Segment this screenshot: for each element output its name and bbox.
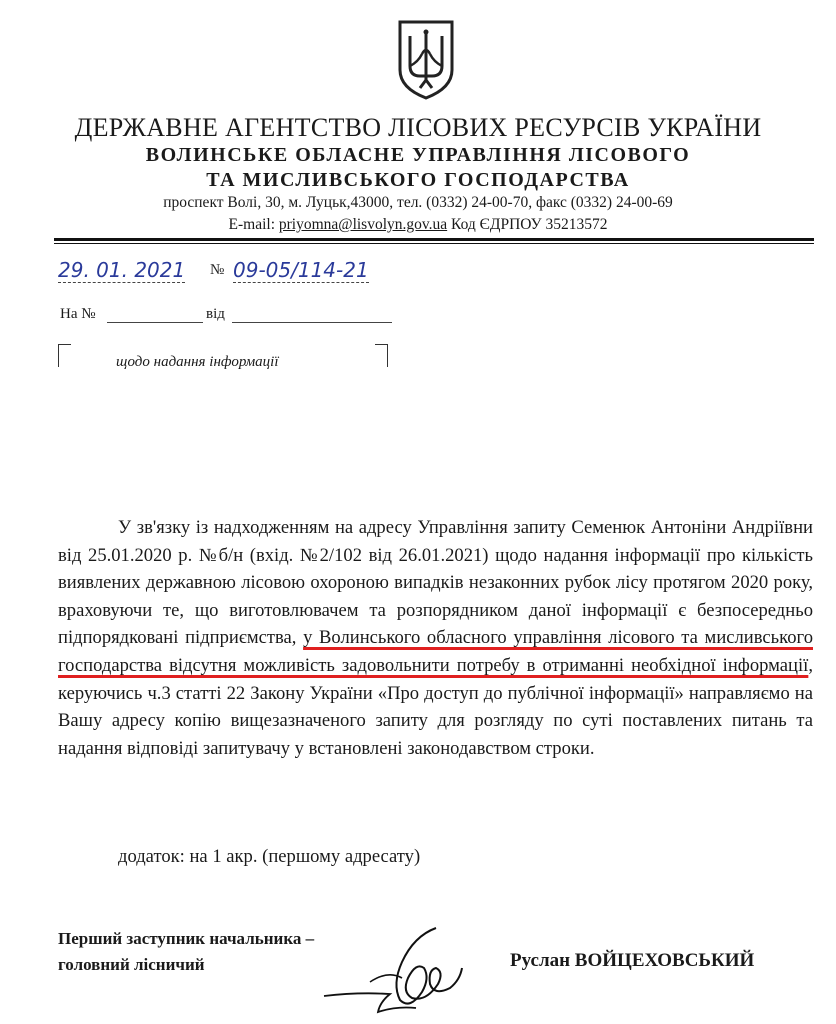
registration-number: 09-05/114-21 <box>233 258 369 282</box>
department-name-line1: ВОЛИНСЬКЕ ОБЛАСНЕ УПРАВЛІННЯ ЛІСОВОГО <box>145 144 691 166</box>
email-label: E-mail: <box>228 216 279 233</box>
signatory-title-line2: головний лісничий <box>58 955 205 974</box>
signatory-name: Руслан ВОЙЦЕХОВСЬКИЙ <box>510 950 755 971</box>
body-paragraph <box>58 514 813 762</box>
header-divider-thin <box>54 243 814 244</box>
highlighted-statement: у Волинського обласного управління лісового та мисливського господарства відсутня можливість задовольнити потребу в отриманні необхідної інформації <box>58 627 813 676</box>
body-text-part1: У зв'язку із надходженням на адресу Управління запиту Семенюк Антоніни Андріївни від 25.01.2020 р. №б/н (вхід. №2/102 від 26.01.2021) щодо надання інформації про кількість виявлених державною лісовою охороною випадків незаконних рубок лісу протягом 2020 року, враховуючи те, що виготовлювачем та розпорядником даної інформації є безпосередньо підпорядковані підприємства, <box>58 517 813 649</box>
address-line: проспект Волі, 30, м. Луцьк,43000, тел. (0332) 24-00-70, факс (0332) 24-00-69 <box>163 194 673 211</box>
subject-line: щодо надання інформації <box>116 354 279 370</box>
edrpou-code: Код ЄДРПОУ 35213572 <box>447 216 608 233</box>
number-sign: № <box>210 262 225 278</box>
body-text-part2: , керуючись ч.3 статті 22 Закону України «Про доступ до публічної інформації» направляємо на Вашу адресу копію вищезазначеного запиту для розгляду по суті поставлених питань та надання відповіді запитувачу у встановлені законодавством строки. <box>58 654 813 759</box>
handwritten-signature-icon <box>318 922 488 1020</box>
reply-from-label: від <box>206 306 225 322</box>
header-divider-thick <box>54 238 814 241</box>
contact-line <box>0 216 836 234</box>
department-name-line2: ТА МИСЛИВСЬКОГО ГОСПОДАРСТВА <box>206 169 630 191</box>
subject-bracket-right <box>375 344 388 367</box>
agency-name: ДЕРЖАВНЕ АГЕНТСТВО ЛІСОВИХ РЕСУРСІВ УКРАЇНИ <box>74 113 762 142</box>
reply-number-label: На № <box>60 306 96 322</box>
reply-date-blank <box>232 322 392 323</box>
attachment-note: додаток: на 1 акр. (першому адресату) <box>118 846 421 867</box>
letter-date: 29. 01. 2021 <box>58 258 186 282</box>
signatory-title-line1: Перший заступник начальника – <box>58 929 315 948</box>
reply-number-blank <box>107 322 203 323</box>
email-link[interactable]: priyomna@lisvolyn.gov.ua <box>278 216 448 233</box>
signatory-title <box>58 926 314 978</box>
coat-of-arms-icon <box>396 18 456 100</box>
letter-body <box>58 514 813 762</box>
subject-bracket-left <box>58 344 71 367</box>
